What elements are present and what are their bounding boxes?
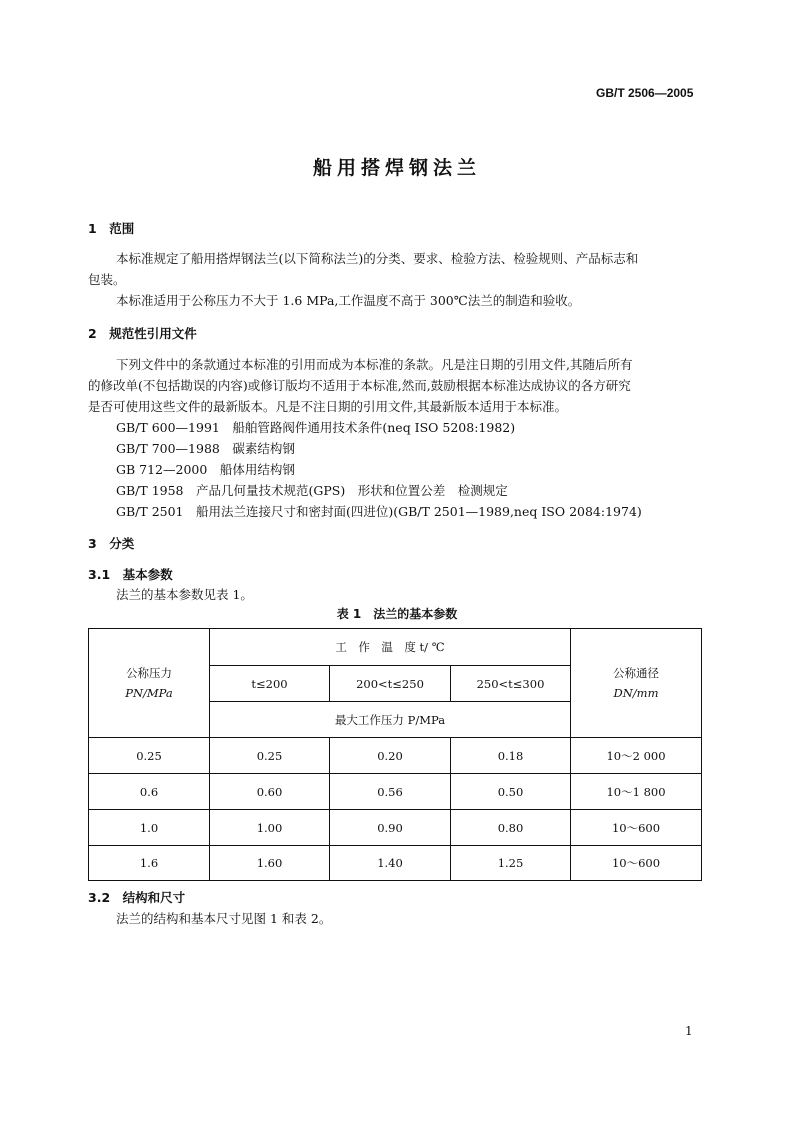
table-cell: 10～600 <box>611 820 661 835</box>
document-title: 船用搭焊钢法兰 <box>312 157 481 179</box>
parameters-table <box>88 628 702 881</box>
section-2-paragraph-line-1: 下列文件中的条款通过本标准的引用而成为本标准的条款。凡是注日期的引用文件,其随后所有 <box>116 357 633 372</box>
table-cell: 1.60 <box>256 856 283 870</box>
section-1-heading: 1 范围 <box>88 221 135 236</box>
section-2-heading: 2 规范性引用文件 <box>88 326 197 341</box>
table-cell: 0.56 <box>377 784 403 799</box>
reference-item: GB/T 2501 船用法兰连接尺寸和密封面(四进位)(GB/T 2501—1989,neq ISO 2084:1974) <box>116 504 642 519</box>
table-cell: 0.80 <box>497 820 524 835</box>
section-1-paragraph-2: 本标准适用于公称压力不大于 1.6 MPa,工作温度不高于 300℃法兰的制造和验收。 <box>116 293 581 308</box>
table-cell: 0.90 <box>377 820 403 835</box>
header-pn-unit: PN/MPa <box>125 686 173 700</box>
header-temp-range: 200<t≤250 <box>356 676 424 691</box>
subsection-3-2-text: 法兰的结构和基本尺寸见图 1 和表 2。 <box>116 911 332 926</box>
table-cell: 10～600 <box>611 856 661 870</box>
table-cell: 0.6 <box>139 784 159 799</box>
page-number: 1 <box>685 1024 693 1038</box>
section-2-paragraph-line-3: 是否可使用这些文件的最新版本。凡是不注日期的引用文件,其最新版本适用于本标准。 <box>88 399 567 414</box>
table-cell: 0.50 <box>497 784 524 799</box>
subsection-3-1-text: 法兰的基本参数见表 1。 <box>116 587 253 602</box>
table-cell: 10～1 800 <box>606 784 666 799</box>
table-cell: 0.25 <box>136 748 162 763</box>
subsection-3-1-heading: 3.1 基本参数 <box>88 567 173 582</box>
table-cell: 1.25 <box>497 856 524 870</box>
reference-item: GB 712—2000 船体用结构钢 <box>116 462 295 477</box>
table-cell: 1.0 <box>139 820 159 835</box>
header-temp-range: t≤200 <box>251 676 288 691</box>
table-cell: 10～2 000 <box>606 748 666 763</box>
section-1-paragraph-1-line-1: 本标准规定了船用搭焊钢法兰(以下简称法兰)的分类、要求、检验方法、检验规则、产品标志和 <box>116 251 639 266</box>
header-max-working-pressure: 最大工作压力 P/MPa <box>334 712 446 727</box>
section-3-heading: 3 分类 <box>88 536 135 551</box>
header-nominal-diameter <box>571 629 701 737</box>
table-cell: 1.00 <box>256 820 283 835</box>
standard-code: GB/T 2506—2005 <box>596 86 694 100</box>
section-2-paragraph-line-2: 的修改单(不包括勘误的内容)或修订版均不适用于本标准,然而,鼓励根据本标准达成协议的各方研究 <box>88 378 631 393</box>
subsection-3-2-heading: 3.2 结构和尺寸 <box>88 890 186 905</box>
table-caption: 表 1 法兰的基本参数 <box>336 607 458 621</box>
reference-item: GB/T 600—1991 船舶管路阀件通用技术条件(neq ISO 5208:1982) <box>116 420 516 435</box>
table-cell: 0.25 <box>256 748 283 763</box>
header-dn-unit: DN/mm <box>613 686 659 700</box>
table-cell: 0.20 <box>377 748 403 763</box>
section-1-paragraph-1-line-2: 包装。 <box>88 272 126 287</box>
header-temp-range: 250<t≤300 <box>476 676 545 691</box>
table-cell: 1.40 <box>377 856 403 870</box>
table-cell: 1.6 <box>139 856 159 870</box>
reference-item: GB/T 700—1988 碳素结构钢 <box>116 441 295 456</box>
table-cell: 0.60 <box>256 784 283 799</box>
header-pn-label: 公称压力 <box>126 666 172 680</box>
header-dn-label: 公称通径 <box>613 666 659 680</box>
header-working-temperature: 工 作 温 度 t/ ℃ <box>335 640 445 654</box>
table-cell: 0.18 <box>497 748 524 763</box>
reference-item: GB/T 1958 产品几何量技术规范(GPS) 形状和位置公差 检测规定 <box>116 483 508 498</box>
header-nominal-pressure <box>89 629 209 737</box>
